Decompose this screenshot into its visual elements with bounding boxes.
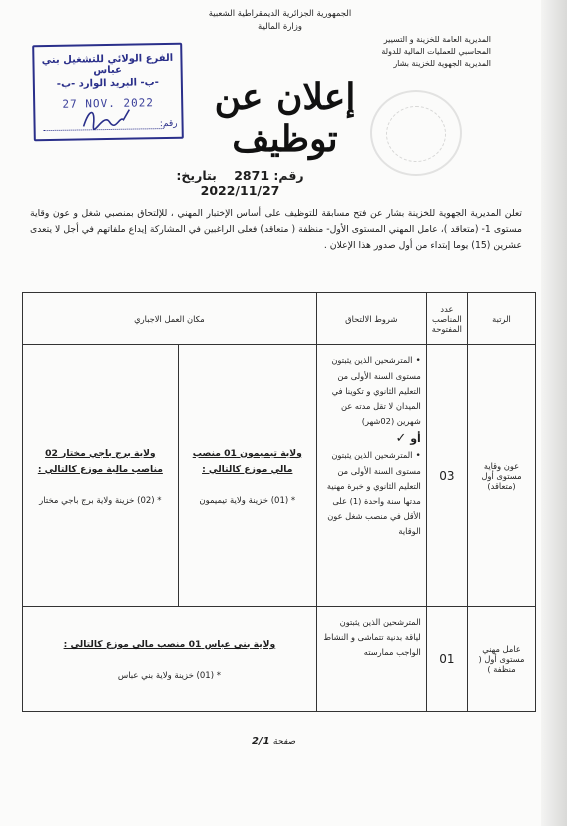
row1-place-a-sub: * (01) خزينة ولاية تيميمون (199, 495, 296, 506)
seal-inner-ring (386, 106, 446, 162)
stamp-number-label: رقم: (159, 118, 178, 130)
ministry-name: وزارة المالية (258, 22, 302, 32)
reference-number: 2871 (234, 168, 270, 183)
reference-date-label: بتاريخ: (176, 168, 217, 183)
page-number-label: صفحة (272, 737, 296, 747)
row1-rank: عون وقاية مستوى أول (متعاقد) (468, 345, 536, 607)
page-edge-shadow (541, 0, 567, 826)
row2-conditions: المترشحين الذين يثبتون لياقة بدنية تتماشى و النشاط الواجب ممارسته (316, 607, 426, 712)
positions-table (22, 292, 536, 712)
stamp-date: 27 NOV. 2022 (62, 96, 155, 111)
row1-condition-2: •المترشحين الذين يثبتون مستوى السنة الأولى من التعليم الثانوي و خبرة مهنية مدتها سنة واحدة (1) على الأقل في منصب شغل عون الوقاية (326, 450, 421, 536)
row1-condition-1: •المترشحين الذين يثبتون مستوى السنة الأولى من التعليم الثانوي و تكوينا في الميدان لا تقل مدته عن شهرين (02شهر) (331, 355, 421, 426)
checkmark-icon: ✓ (395, 431, 407, 446)
row2-place (23, 607, 317, 712)
announcement-body: تعلن المديرية الجهوية للخزينة بشار عن فتح مسابقة للتوظيف على أساس الإختبار المهني ، للإلتحاق بمنصبي شغل و عون وقاية مستوى 1- (متعاقد )، عامل المهني المستوى الأول- منظفة ( متعاقد) فعلى الراغبين في المشاركة إيداع ملفاتهم في أجل لا يتعدى عشرين (15) يوما إبتداء من أول صدور هذا الإعلان . (30, 208, 522, 251)
header-open-positions: عدد المناصب المفتوحة (426, 293, 467, 345)
row2-place-head: ولاية بني عباس 01 منصب مالي موزع كالتالي : (63, 639, 276, 650)
official-header (190, 8, 370, 34)
row2-rank: عامل مهني مستوى أول ( منظفة ) (468, 607, 536, 712)
row2-count: 01 (426, 607, 467, 712)
reference-line (150, 168, 330, 198)
stamp-signature-line (43, 111, 163, 131)
stamp-mail-line: -ب- البريد الوارد -ب- (56, 77, 159, 90)
document-title: إعلان عن توظيف (214, 76, 356, 160)
row1-or: أو ✓ (395, 431, 421, 446)
table-row (23, 607, 536, 712)
row1-place-b-head: ولاية برج باجي مختار 02 مناصب مالية موزع كالتالي : (37, 447, 163, 475)
page-number-value: 2/1 (252, 736, 270, 747)
authority-line-3: المديرية الجهوية للخزينة بشار (393, 59, 491, 68)
row2-place-sub: * (01) خزينة ولاية بني عباس (117, 671, 221, 681)
handwritten-signature (79, 105, 139, 132)
issuing-authority (331, 34, 491, 70)
row1-place-b (23, 345, 179, 607)
row1-place-a-head: ولاية تيميمون 01 منصب مالي موزع كالتالي : (192, 447, 302, 475)
header-rank: الرتبة (468, 293, 536, 345)
stamp-office-line: الفرع الولائي للتشغيل بني عباس (41, 52, 174, 77)
official-seal (370, 90, 462, 176)
page-number (252, 736, 295, 747)
header-work-place: مكان العمل الاجباري (23, 293, 317, 345)
received-stamp (32, 43, 184, 142)
table-header-row (23, 293, 536, 345)
row1-place-a (178, 345, 316, 607)
row1-count: 03 (426, 345, 467, 607)
reference-number-label: رقم: (273, 168, 304, 183)
header-conditions: شروط الالتحاق (316, 293, 426, 345)
row1-place-b-sub: * (02) خزينة ولاية برج باجي مختار (39, 495, 162, 506)
table-row (23, 345, 536, 607)
authority-line-1: المديرية العامة للخزينة و التسيير (383, 35, 491, 44)
authority-line-2: المحاسبي للعمليات المالية للدولة (381, 47, 491, 56)
row1-conditions (316, 345, 426, 607)
reference-date: 2022/11/27 (200, 183, 280, 198)
republic-name: الجمهورية الجزائرية الديمقراطية الشعبية (208, 9, 352, 19)
